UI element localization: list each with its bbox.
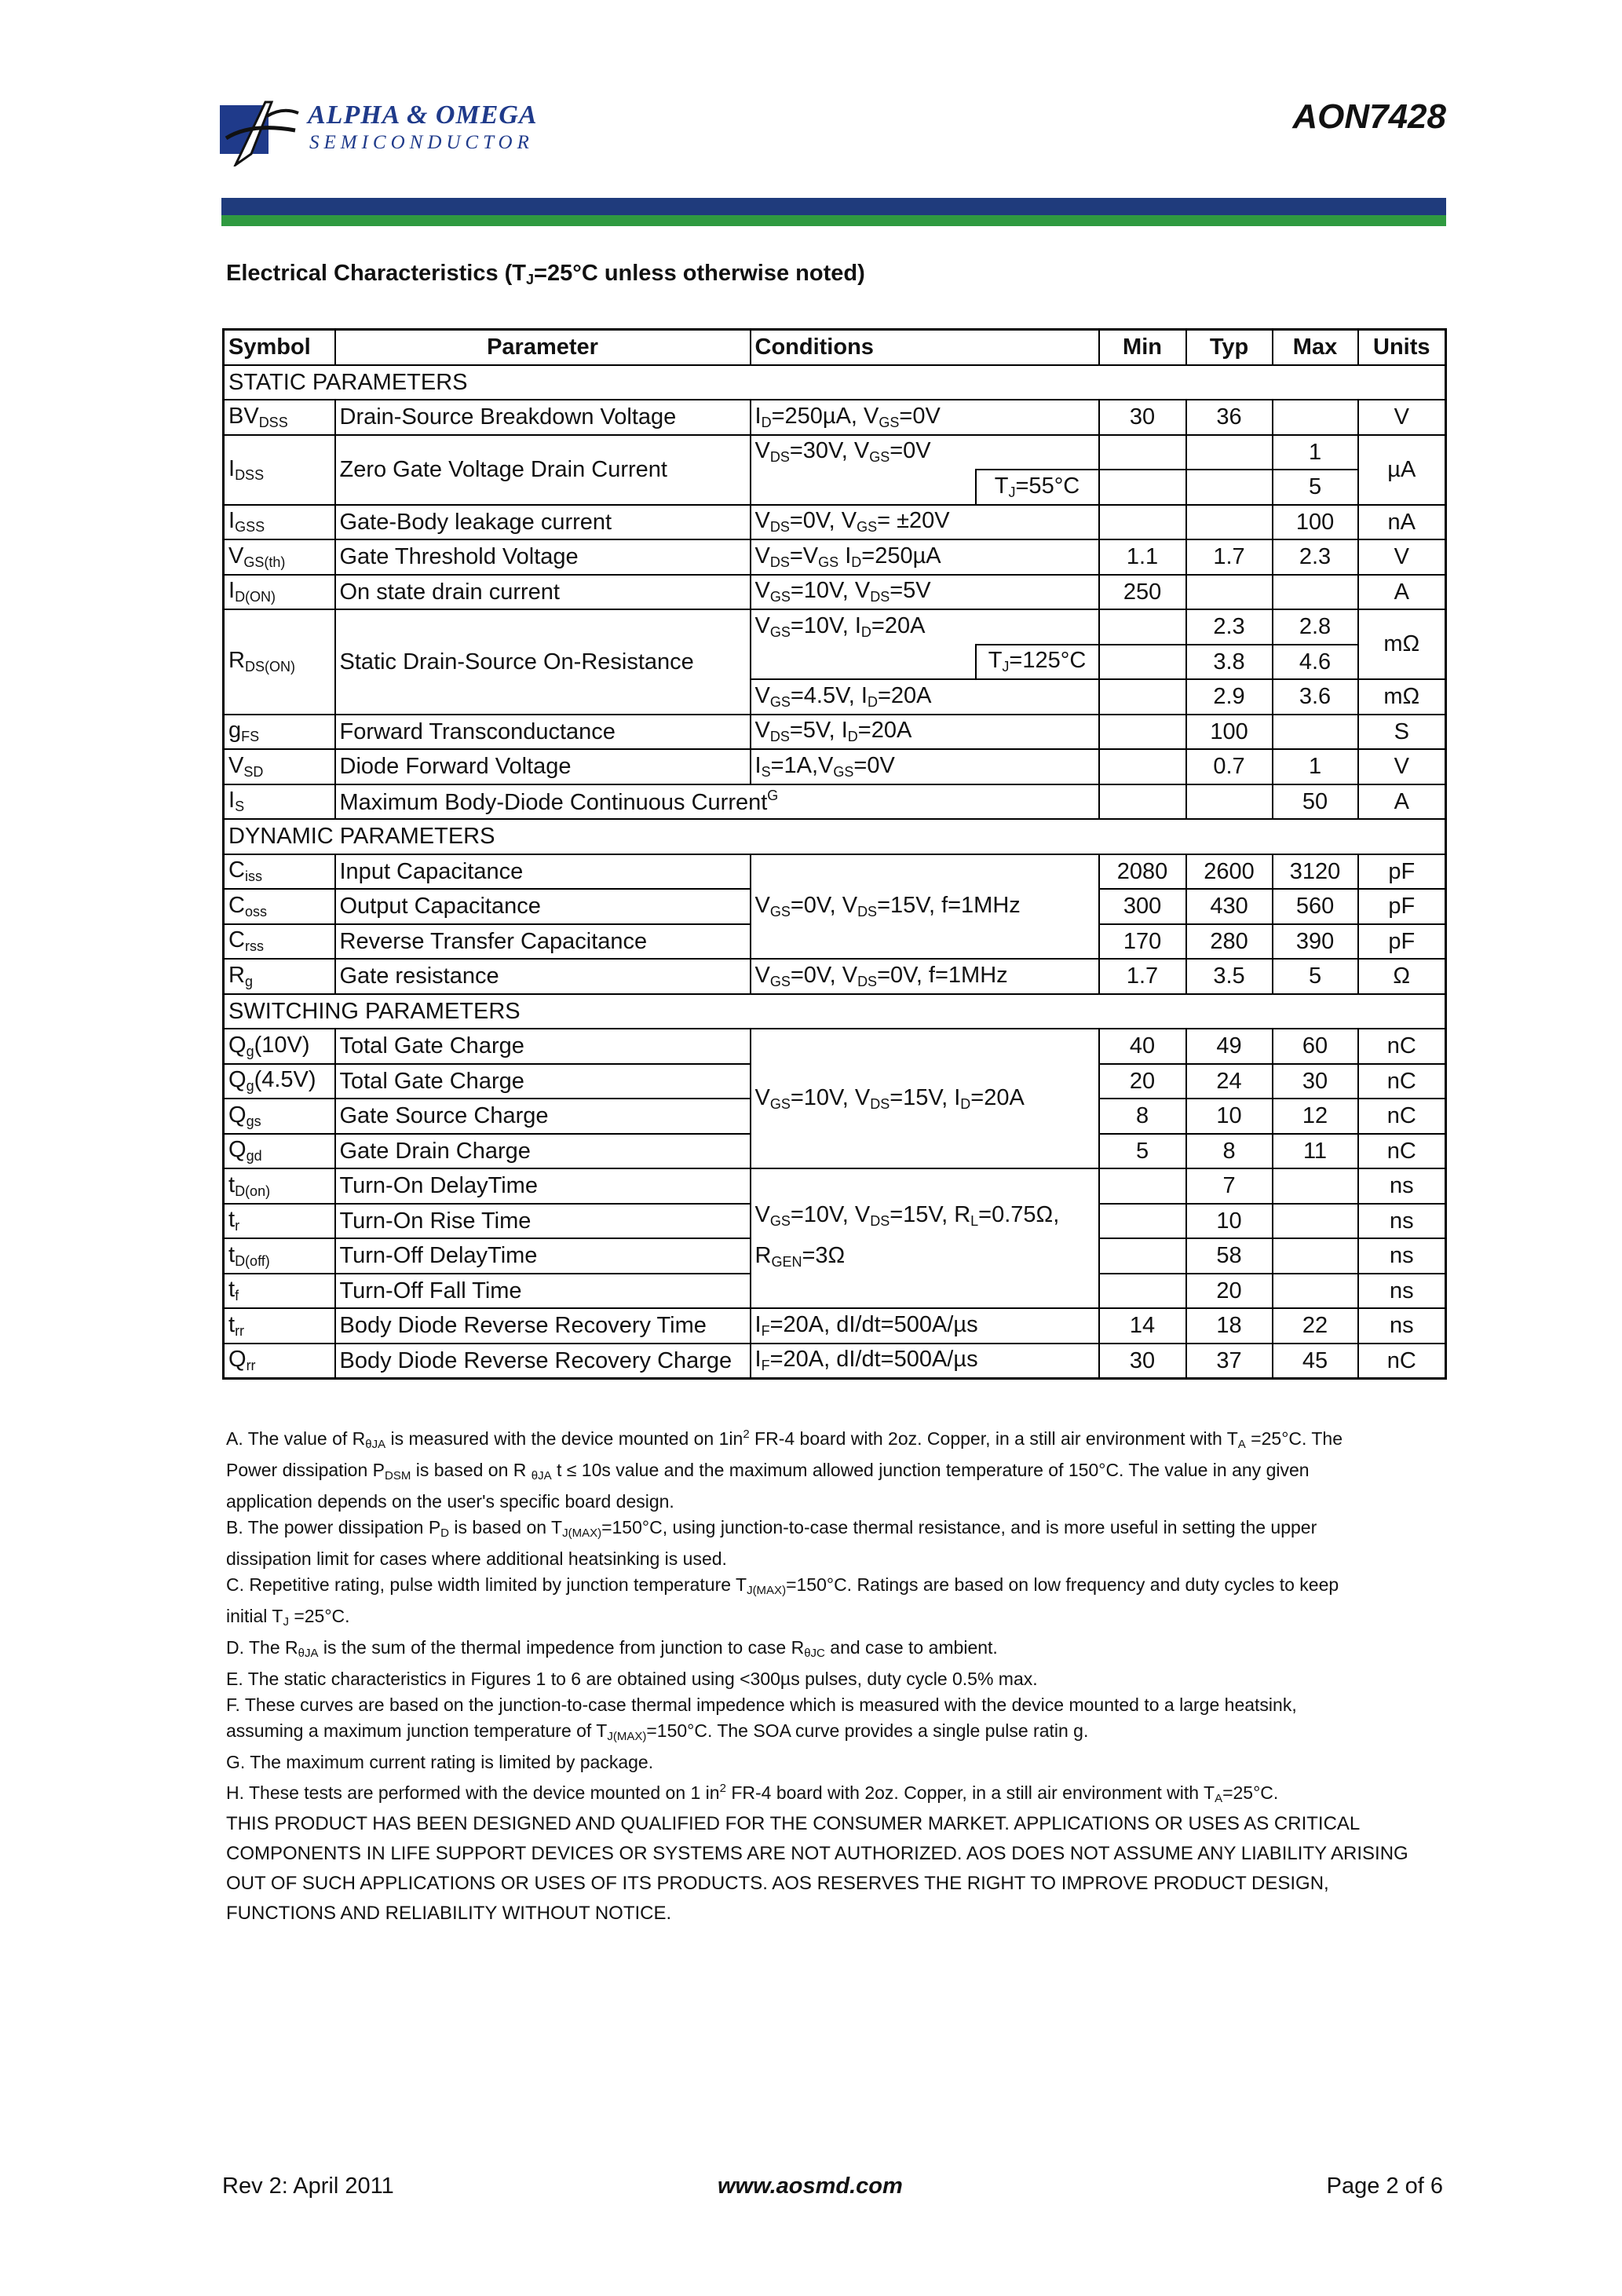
parameter-cell: Static Drain-Source On-Resistance	[335, 609, 751, 715]
symbol-cell: $t_{D(on)}$	[224, 1168, 335, 1204]
unit-cell: V	[1358, 539, 1446, 575]
min-cell: 30	[1099, 1344, 1186, 1379]
max-cell: 2.8	[1273, 609, 1358, 645]
min-cell: 300	[1099, 889, 1186, 924]
table-row	[224, 400, 1446, 435]
unit-cell: ns	[1358, 1238, 1446, 1274]
symbol-cell: $I_{GSS}$	[224, 505, 335, 540]
typ-cell: 3.5	[1186, 959, 1273, 994]
footer-website-link[interactable]: www.aosmd.com	[718, 2174, 903, 2199]
temperature-cell: $T_J=55^\circ C$	[976, 470, 1099, 505]
symbol-cell: $V_{SD}$	[224, 749, 335, 784]
electrical-characteristics-table	[222, 328, 1447, 1380]
parameter-cell: Gate-Body leakage current	[335, 505, 751, 540]
min-cell	[1099, 1168, 1186, 1204]
min-cell: 5	[1099, 1134, 1186, 1169]
footnote-g: G. The maximum current rating is limited by package.	[226, 1752, 654, 1772]
symbol-cell: $BV_{DSS}$	[224, 400, 335, 435]
min-cell: 20	[1099, 1064, 1186, 1099]
table-row	[224, 854, 1446, 890]
table-row	[224, 1168, 1446, 1204]
typ-cell: 8	[1186, 1134, 1273, 1169]
col-header-max: Max	[1273, 330, 1358, 365]
max-cell: 5	[1273, 470, 1358, 505]
max-cell: 100	[1273, 505, 1358, 540]
footnote-f-cont: assuming a maximum junction temperature of $T_{J(MAX)}=150^\circ C$. The SOA curve provides a single pulse ratin g.	[226, 1720, 1089, 1743]
footnotes	[226, 1421, 1451, 1812]
typ-cell: 2.9	[1186, 679, 1273, 715]
max-cell: 11	[1273, 1134, 1358, 1169]
table-row	[224, 505, 1446, 540]
footer-revision: Rev 2: April 2011	[222, 2174, 394, 2199]
disclaimer-line: COMPONENTS IN LIFE SUPPORT DEVICES OR SYSTEMS ARE NOT AUTHORIZED. AOS DOES NOT ASSUME ANY LIABILITY ARISING	[226, 1843, 1408, 1864]
typ-cell: 430	[1186, 889, 1273, 924]
unit-cell: nC	[1358, 1029, 1446, 1064]
footnote-d: D. The $R_{\theta JA}$ is the sum of the thermal impedence from junction to case $R_{\theta JC}$ and case to ambient.	[226, 1637, 998, 1660]
parameter-cell: Total Gate Charge	[335, 1064, 751, 1099]
conditions-cell: $I_D=250\mu A$, $V_{GS}=0V$	[751, 400, 1099, 435]
max-cell: 50	[1273, 784, 1358, 820]
parameter-cell: Turn-Off DelayTime	[335, 1238, 751, 1274]
max-cell: 5	[1273, 959, 1358, 994]
company-logo	[220, 99, 550, 170]
footnote-a-cont: Power dissipation $P_{DSM}$ is based on R $_{\theta JA}$ t ≤ 10s value and the maximum allowed junction temperature of 150°C. The value in any given	[226, 1460, 1310, 1483]
max-cell	[1273, 575, 1358, 610]
symbol-cell: $Q_{gs}$	[224, 1099, 335, 1134]
conditions-cell: $I_S=1A,V_{GS}=0V$	[751, 749, 1099, 784]
typ-cell: 58	[1186, 1238, 1273, 1274]
min-cell	[1099, 1238, 1186, 1274]
table-row	[224, 749, 1446, 784]
parameter-cell: Body Diode Reverse Recovery Charge	[335, 1344, 751, 1379]
footnote-b: B. The power dissipation $P_D$ is based on $T_{J(MAX)}=150^\circ C$, using junction-to-case thermal resistance, and is more useful in setting the upper	[226, 1517, 1317, 1540]
unit-cell: ns	[1358, 1274, 1446, 1309]
max-cell: 390	[1273, 924, 1358, 960]
max-cell: 3.6	[1273, 679, 1358, 715]
disclaimer-line: FUNCTIONS AND RELIABILITY WITHOUT NOTICE.	[226, 1903, 672, 1924]
symbol-cell: $I_S$	[224, 784, 335, 820]
parameter-cell: Gate Source Charge	[335, 1099, 751, 1134]
parameter-cell: Forward Transconductance	[335, 715, 751, 750]
max-cell	[1273, 715, 1358, 750]
table-row	[224, 1344, 1446, 1379]
unit-cell: pF	[1358, 854, 1446, 890]
parameter-cell: Maximum Body-Diode Continuous Current$^G$	[335, 784, 1099, 820]
symbol-cell: $V_{GS(th)}$	[224, 539, 335, 575]
col-header-min: Min	[1099, 330, 1186, 365]
symbol-cell: $C_{iss}$	[224, 854, 335, 890]
min-cell	[1099, 749, 1186, 784]
parameter-cell: Drain-Source Breakdown Voltage	[335, 400, 751, 435]
typ-cell: 10	[1186, 1099, 1273, 1134]
logo-text-secondary: SEMICONDUCTOR	[309, 132, 534, 153]
max-cell: 3120	[1273, 854, 1358, 890]
section-title: Electrical Characteristics ($T_J=25^\circ C$ unless otherwise noted)	[226, 261, 865, 287]
symbol-cell: $Q_{rr}$	[224, 1344, 335, 1379]
conditions-cell: $V_{GS}=10V$, $I_D=20A$	[751, 609, 1099, 645]
parameter-cell: Gate Drain Charge	[335, 1134, 751, 1169]
unit-cell: S	[1358, 715, 1446, 750]
conditions-cell: $V_{GS}=0V$, $V_{DS}=0V$, f=1MHz	[751, 959, 1099, 994]
unit-cell: mΩ	[1358, 609, 1446, 679]
col-header-units: Units	[1358, 330, 1446, 365]
symbol-cell: $t_{rr}$	[224, 1308, 335, 1344]
typ-cell: 36	[1186, 400, 1273, 435]
typ-cell: 10	[1186, 1204, 1273, 1239]
min-cell	[1099, 1204, 1186, 1239]
col-header-parameter: Parameter	[335, 330, 751, 365]
min-cell	[1099, 505, 1186, 540]
max-cell	[1273, 1204, 1358, 1239]
table-row	[224, 715, 1446, 750]
conditions-cell	[751, 645, 976, 680]
parameter-cell: Body Diode Reverse Recovery Time	[335, 1308, 751, 1344]
max-cell: 560	[1273, 889, 1358, 924]
symbol-cell: $t_r$	[224, 1204, 335, 1239]
unit-cell: A	[1358, 784, 1446, 820]
footnote-b-cont: dissipation limit for cases where additional heatsinking is used.	[226, 1548, 727, 1569]
typ-cell: 37	[1186, 1344, 1273, 1379]
col-header-typ: Typ	[1186, 330, 1273, 365]
parameter-cell: Diode Forward Voltage	[335, 749, 751, 784]
parameter-cell: Gate Threshold Voltage	[335, 539, 751, 575]
typ-cell: 18	[1186, 1308, 1273, 1344]
section-switching: SWITCHING PARAMETERS	[224, 994, 1446, 1029]
conditions-cell: $V_{GS}=10V$, $V_{DS}=15V$, $I_D=20A$	[751, 1029, 1099, 1168]
conditions-cell: $V_{GS}=4.5V$, $I_D=20A$	[751, 679, 1099, 715]
conditions-cell: $V_{GS}=10V$, $V_{DS}=15V$, $R_L=0.75\Omega$, $R_{GEN}=3\Omega$	[751, 1168, 1099, 1308]
conditions-cell: $V_{GS}=0V$, $V_{DS}=15V$, f=1MHz	[751, 854, 1099, 960]
min-cell: 30	[1099, 400, 1186, 435]
max-cell: 1	[1273, 749, 1358, 784]
min-cell	[1099, 784, 1186, 820]
conditions-cell: $V_{DS}=30V$, $V_{GS}=0V$	[751, 435, 1099, 470]
table-row	[224, 609, 1446, 645]
unit-cell: Ω	[1358, 959, 1446, 994]
section-dynamic: DYNAMIC PARAMETERS	[224, 819, 1446, 854]
typ-cell: 2600	[1186, 854, 1273, 890]
conditions-cell: $V_{DS}=5V$, $I_D=20A$	[751, 715, 1099, 750]
footnote-a-cont2: application depends on the user's specific board design.	[226, 1491, 674, 1512]
max-cell	[1273, 1168, 1358, 1204]
table-row	[224, 539, 1446, 575]
max-cell: 4.6	[1273, 645, 1358, 680]
typ-cell	[1186, 784, 1273, 820]
conditions-cell: $I_F=20A$, dI/dt=500A/µs	[751, 1344, 1099, 1379]
typ-cell: 1.7	[1186, 539, 1273, 575]
max-cell: 2.3	[1273, 539, 1358, 575]
typ-cell: 7	[1186, 1168, 1273, 1204]
max-cell: 30	[1273, 1064, 1358, 1099]
part-number: AON7428	[1292, 97, 1446, 136]
conditions-cell: $V_{DS}=0V$, $V_{GS}= \pm 20V$	[751, 505, 1099, 540]
min-cell: 40	[1099, 1029, 1186, 1064]
table-row	[224, 1029, 1446, 1064]
min-cell	[1099, 1274, 1186, 1309]
typ-cell: 2.3	[1186, 609, 1273, 645]
unit-cell: nA	[1358, 505, 1446, 540]
symbol-cell: $C_{rss}$	[224, 924, 335, 960]
unit-cell: nC	[1358, 1099, 1446, 1134]
typ-cell: 49	[1186, 1029, 1273, 1064]
unit-cell: mΩ	[1358, 679, 1446, 715]
footnote-f: F. These curves are based on the junction-to-case thermal impedence which is measured with the device mounted to a large heatsink,	[226, 1695, 1297, 1715]
min-cell: 1.7	[1099, 959, 1186, 994]
min-cell: 8	[1099, 1099, 1186, 1134]
footnote-h: H. These tests are performed with the device mounted on 1 $in^2$ FR-4 board with 2oz. Copper, in a still air environment with $T_A=25^\circ C$.	[226, 1782, 1279, 1805]
unit-cell: nC	[1358, 1344, 1446, 1379]
conditions-cell: $I_F=20A$, dI/dt=500A/µs	[751, 1308, 1099, 1344]
section-static: STATIC PARAMETERS	[224, 365, 1446, 400]
unit-cell: pF	[1358, 889, 1446, 924]
table-row	[224, 959, 1446, 994]
parameter-cell: Reverse Transfer Capacitance	[335, 924, 751, 960]
aos-logo-icon	[220, 99, 305, 166]
unit-cell: ns	[1358, 1204, 1446, 1239]
unit-cell: V	[1358, 749, 1446, 784]
footer-page-number: Page 2 of 6	[1326, 2174, 1443, 2199]
parameter-cell: Turn-On DelayTime	[335, 1168, 751, 1204]
symbol-cell: $Q_{gd}$	[224, 1134, 335, 1169]
parameter-cell: Gate resistance	[335, 959, 751, 994]
unit-cell: ns	[1358, 1168, 1446, 1204]
parameter-cell: Output Capacitance	[335, 889, 751, 924]
footnote-e: E. The static characteristics in Figures 1 to 6 are obtained using <300µs pulses, duty cycle 0.5% max.	[226, 1669, 1038, 1689]
typ-cell: 20	[1186, 1274, 1273, 1309]
max-cell: 45	[1273, 1344, 1358, 1379]
symbol-cell: $t_f$	[224, 1274, 335, 1309]
table-row	[224, 575, 1446, 610]
parameter-cell: Turn-Off Fall Time	[335, 1274, 751, 1309]
disclaimer-line: OUT OF SUCH APPLICATIONS OR USES OF ITS PRODUCTS. AOS RESERVES THE RIGHT TO IMPROVE PRODUCT DESIGN,	[226, 1873, 1329, 1894]
conditions-cell	[751, 470, 976, 505]
min-cell	[1099, 679, 1186, 715]
max-cell: 12	[1273, 1099, 1358, 1134]
unit-cell: A	[1358, 575, 1446, 610]
table-row	[224, 784, 1446, 820]
symbol-cell: $I_{D(ON)}$	[224, 575, 335, 610]
temperature-cell: $T_J=125^\circ C$	[976, 645, 1099, 680]
parameter-cell: Input Capacitance	[335, 854, 751, 890]
symbol-cell: $R_{DS(ON)}$	[224, 609, 335, 715]
typ-cell: 24	[1186, 1064, 1273, 1099]
min-cell: 14	[1099, 1308, 1186, 1344]
symbol-cell: $Q_g(4.5V)$	[224, 1064, 335, 1099]
unit-cell: ns	[1358, 1308, 1446, 1344]
unit-cell: pF	[1358, 924, 1446, 960]
conditions-cell: $V_{DS}=V_{GS}$ $I_D=250\mu A$	[751, 539, 1099, 575]
parameter-cell: Turn-On Rise Time	[335, 1204, 751, 1239]
footnote-c: C. Repetitive rating, pulse width limited by junction temperature $T_{J(MAX)}=150^\circ C$. Ratings are based on low frequency and duty cycles to keep	[226, 1574, 1339, 1597]
symbol-cell: $g_{FS}$	[224, 715, 335, 750]
typ-cell	[1186, 470, 1273, 505]
min-cell	[1099, 435, 1186, 470]
min-cell: 1.1	[1099, 539, 1186, 575]
symbol-cell: $R_g$	[224, 959, 335, 994]
table-row	[224, 435, 1446, 470]
footnote-c-cont: initial $T_J =25^\circ C$.	[226, 1606, 350, 1629]
symbol-cell: $C_{oss}$	[224, 889, 335, 924]
max-cell: 22	[1273, 1308, 1358, 1344]
unit-cell: nC	[1358, 1134, 1446, 1169]
conditions-cell: $V_{GS}=10V$, $V_{DS}=5V$	[751, 575, 1099, 610]
max-cell	[1273, 400, 1358, 435]
typ-cell: 280	[1186, 924, 1273, 960]
min-cell	[1099, 609, 1186, 645]
parameter-cell: On state drain current	[335, 575, 751, 610]
min-cell	[1099, 715, 1186, 750]
parameter-cell: Zero Gate Voltage Drain Current	[335, 435, 751, 505]
min-cell	[1099, 645, 1186, 680]
min-cell: 2080	[1099, 854, 1186, 890]
disclaimer-line: THIS PRODUCT HAS BEEN DESIGNED AND QUALIFIED FOR THE CONSUMER MARKET. APPLICATIONS OR USES AS CRITICAL	[226, 1813, 1361, 1834]
typ-cell	[1186, 575, 1273, 610]
max-cell	[1273, 1238, 1358, 1274]
min-cell	[1099, 470, 1186, 505]
min-cell: 170	[1099, 924, 1186, 960]
header-rule-green	[221, 215, 1446, 226]
min-cell: 250	[1099, 575, 1186, 610]
symbol-cell: $t_{D(off)}$	[224, 1238, 335, 1274]
typ-cell: 3.8	[1186, 645, 1273, 680]
max-cell	[1273, 1274, 1358, 1309]
header-rule-blue	[221, 198, 1446, 215]
unit-cell: µA	[1358, 435, 1446, 505]
table-row	[224, 1308, 1446, 1344]
disclaimer	[226, 1809, 1451, 1929]
max-cell: 1	[1273, 435, 1358, 470]
typ-cell: 100	[1186, 715, 1273, 750]
col-header-conditions: Conditions	[751, 330, 1099, 365]
logo-text-primary: ALPHA & OMEGA	[308, 101, 538, 130]
symbol-cell: $Q_g(10V)$	[224, 1029, 335, 1064]
footnote-a: A. The value of $R_{\theta JA}$ is measured with the device mounted on $1in^2$ FR-4 board with 2oz. Copper, in a still air environment with $T_A =25^\circ C$. The	[226, 1428, 1343, 1451]
typ-cell: 0.7	[1186, 749, 1273, 784]
unit-cell: nC	[1358, 1064, 1446, 1099]
typ-cell	[1186, 505, 1273, 540]
typ-cell	[1186, 435, 1273, 470]
parameter-cell: Total Gate Charge	[335, 1029, 751, 1064]
symbol-cell: $I_{DSS}$	[224, 435, 335, 505]
max-cell: 60	[1273, 1029, 1358, 1064]
col-header-symbol: Symbol	[224, 330, 335, 365]
unit-cell: V	[1358, 400, 1446, 435]
table-header-row	[224, 330, 1446, 365]
